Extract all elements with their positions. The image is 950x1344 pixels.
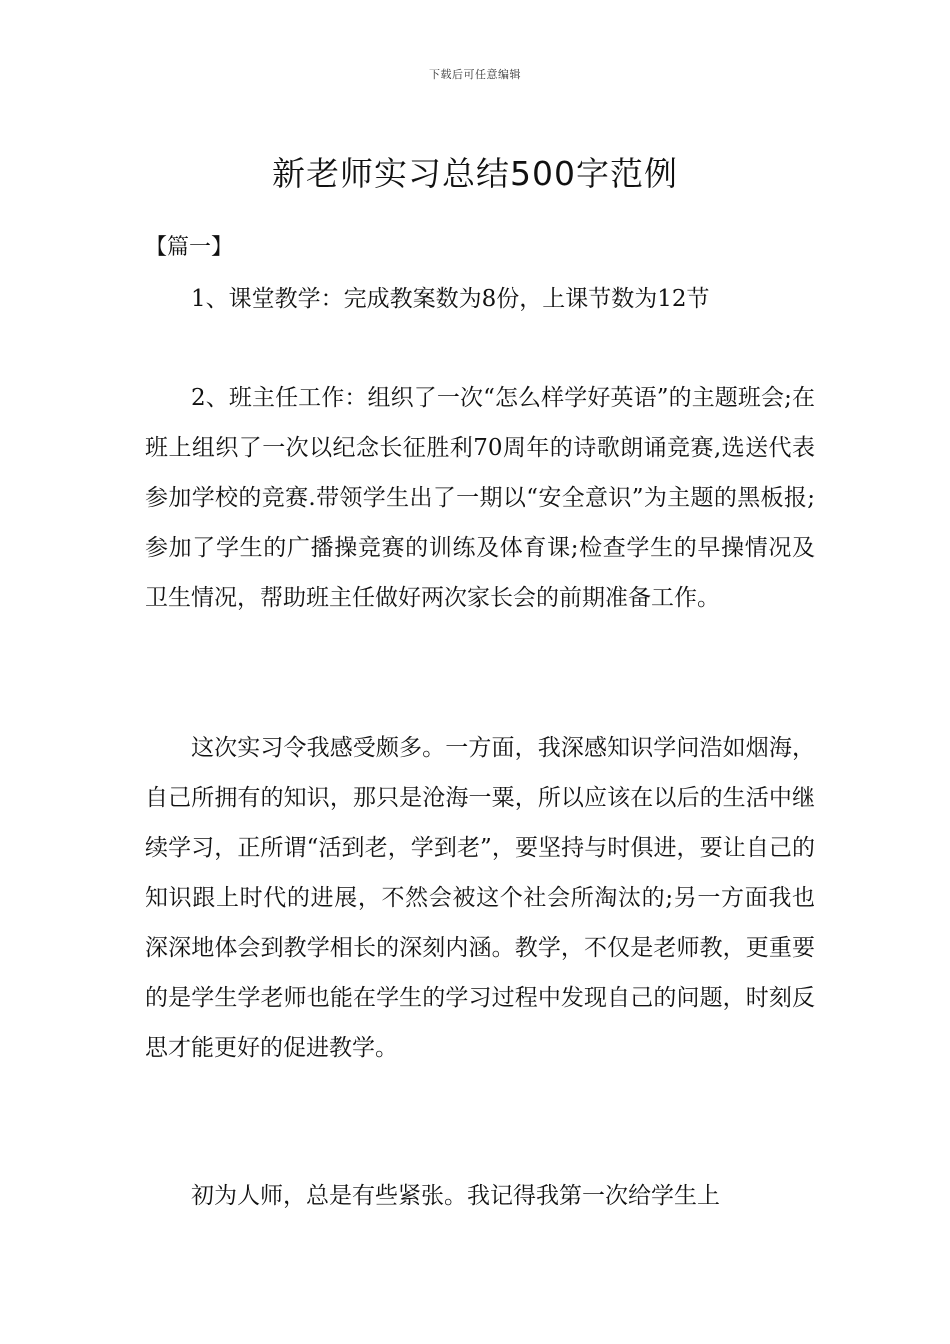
paragraph-1: 1、课堂教学：完成教案数为8份，上课节数为12节 xyxy=(191,286,710,312)
header-note: 下载后可任意编辑 xyxy=(429,68,521,81)
page-title: 新老师实习总结500字范例 xyxy=(272,154,678,194)
section-label: 【篇一】 xyxy=(145,235,234,260)
paragraph-4: 初为人师，总是有些紧张。我记得我第一次给学生上 xyxy=(191,1183,720,1209)
paragraph-2: 2、班主任工作：组织了一次“怎么样学好英语”的主题班会;在班上组织了一次以纪念长征胜利70周年的诗歌朗诵竞赛,选送代表参加学校的竞赛.带领学生出了一期以“安全意识”为主题的黑板报;参加了学生的广播操竞赛的训练及体育课;检查学生的早操情况及卫生情况，帮助班主任做好两次家长会的前期准备工作。 xyxy=(145,385,815,611)
paragraph-3: 这次实习令我感受颇多。一方面，我深感知识学问浩如烟海，自己所拥有的知识，那只是沧海一粟，所以应该在以后的生活中继续学习，正所谓“活到老，学到老”，要坚持与时俱进，要让自己的知识跟上时代的进展，不然会被这个社会所淘汰的;另一方面我也深深地体会到教学相长的深刻内涵。教学，不仅是老师教，更重要的是学生学老师也能在学生的学习过程中发现自己的问题，时刻反思才能更好的促进教学。 xyxy=(145,735,815,1061)
